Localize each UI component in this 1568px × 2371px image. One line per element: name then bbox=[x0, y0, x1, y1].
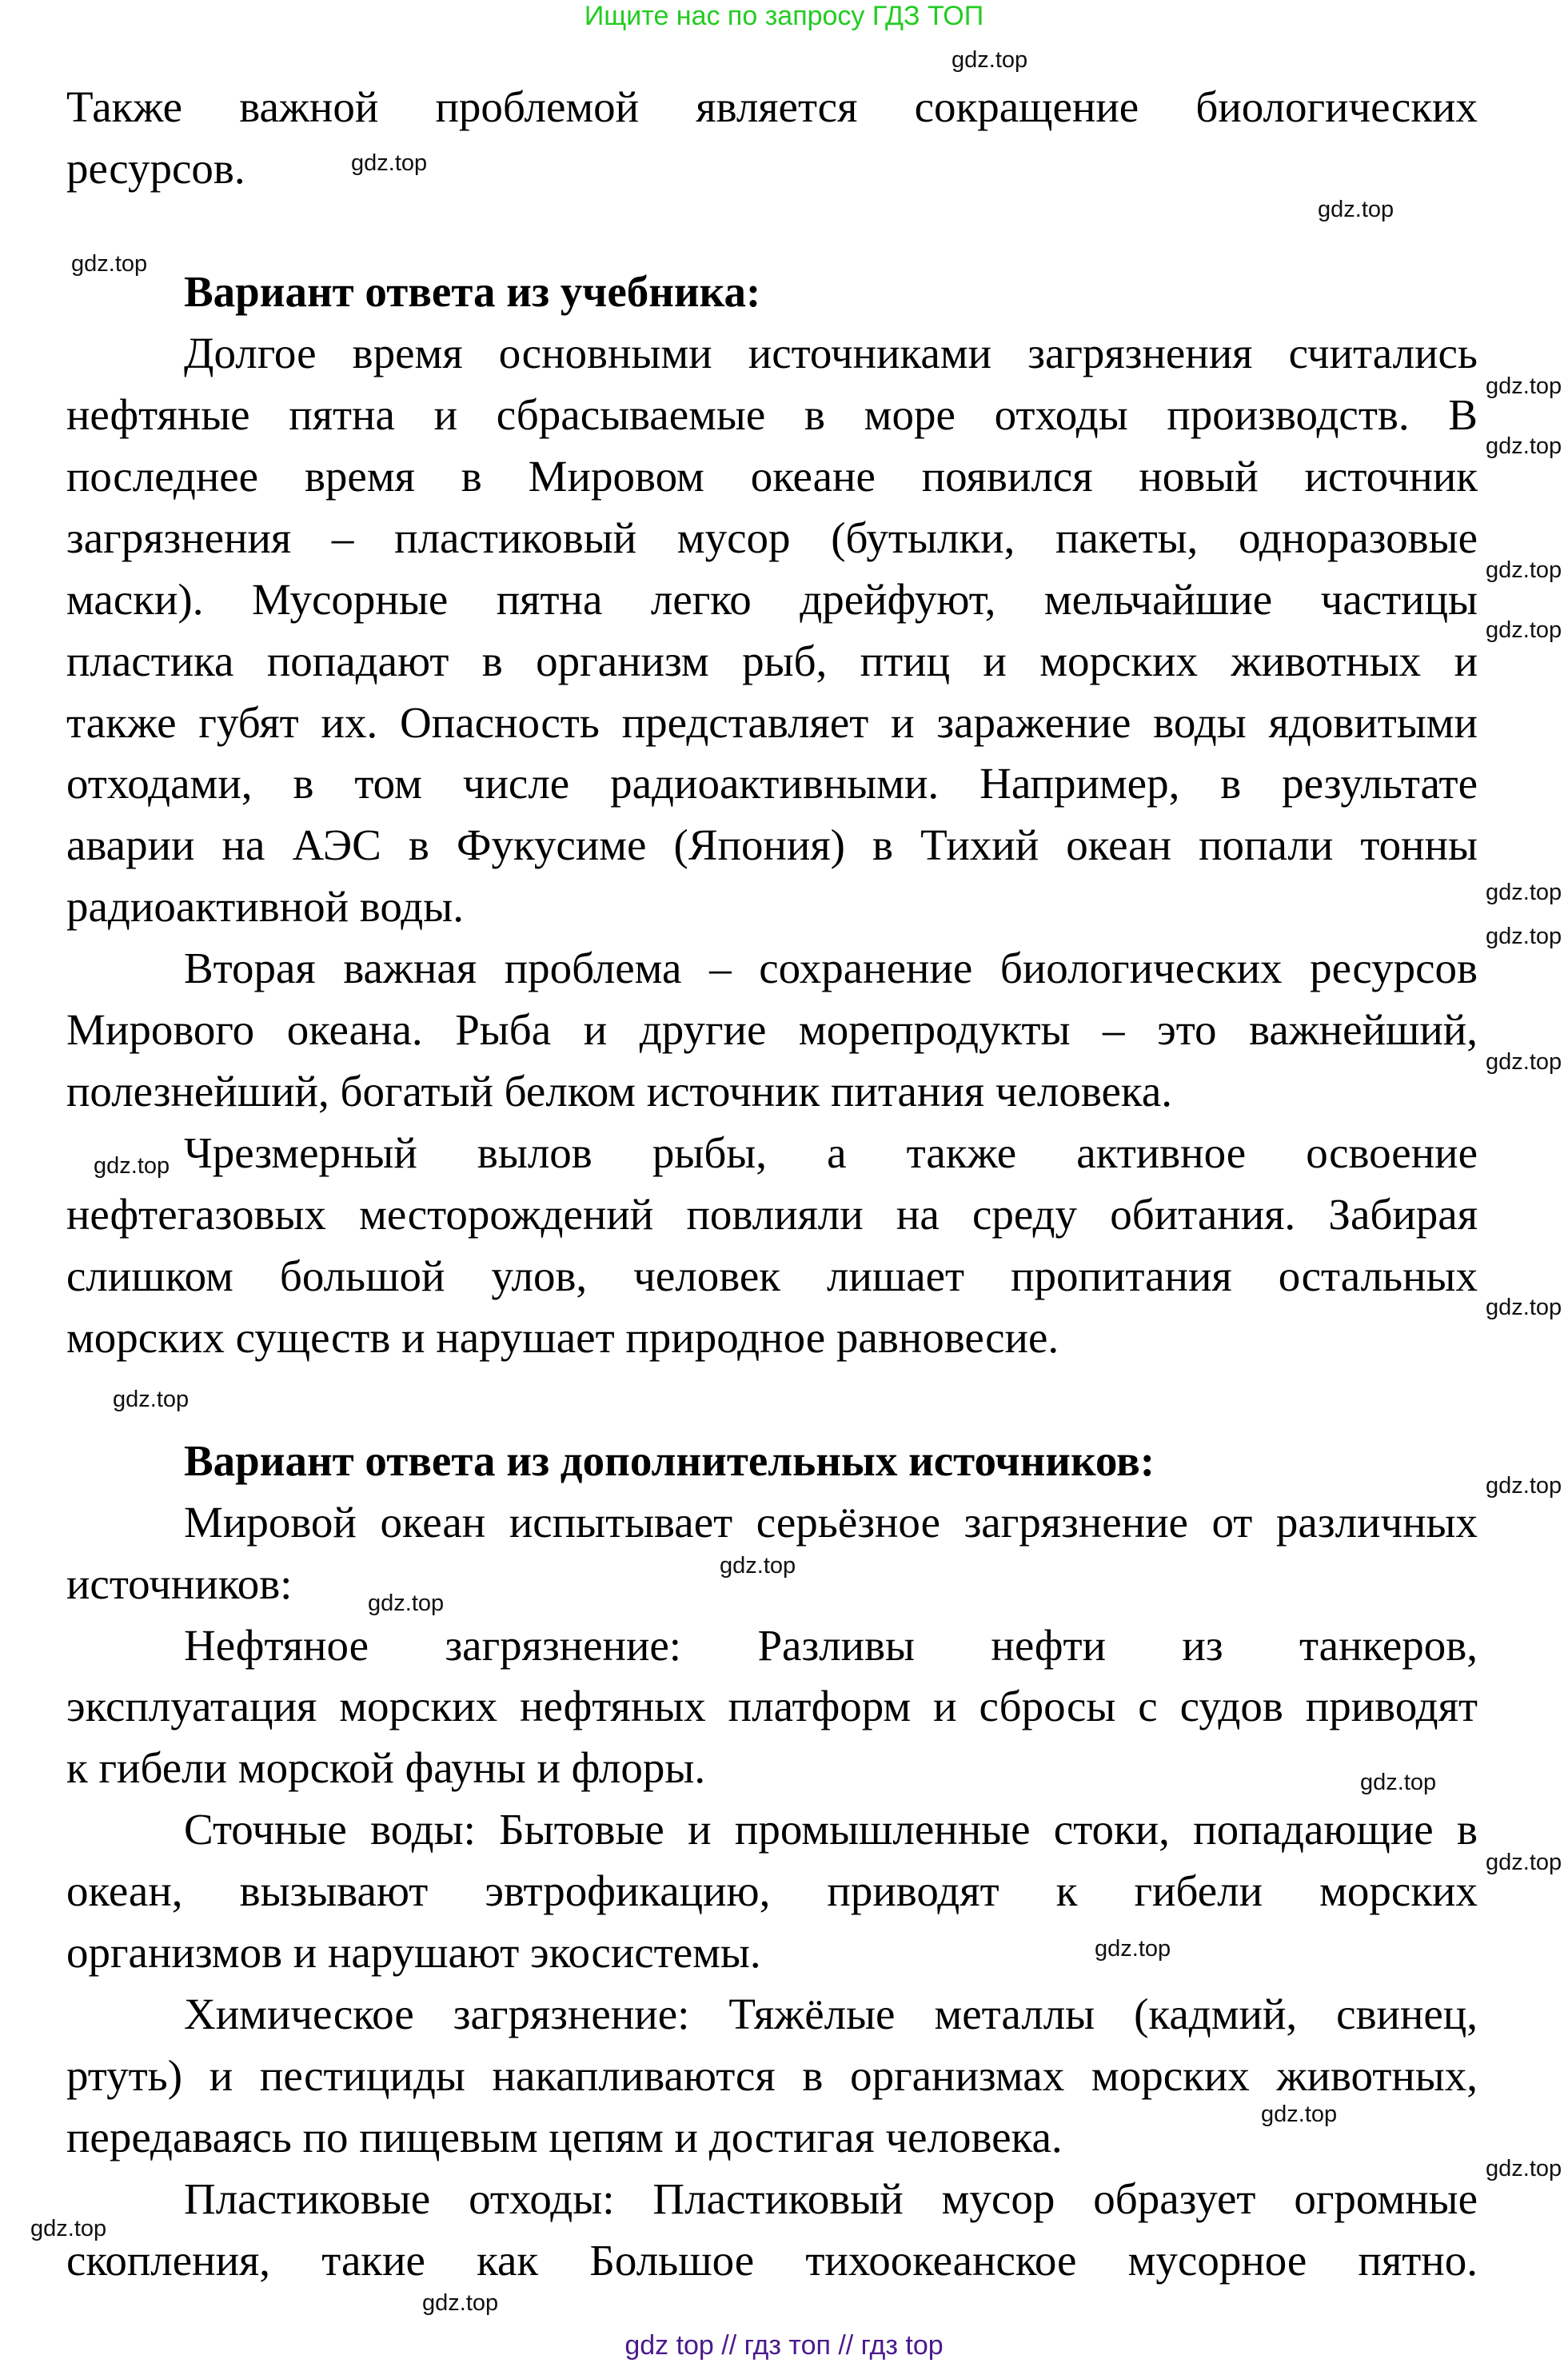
watermark: gdz.top bbox=[30, 2216, 107, 2241]
watermark: gdz.top bbox=[720, 1553, 796, 1579]
text-line: загрязнения – пластиковый мусор (бутылки, пакеты, одноразовые bbox=[66, 513, 1478, 562]
text-line: последнее время в Мировом океане появился новый источник bbox=[66, 452, 1478, 501]
watermark: gdz.top bbox=[368, 1591, 445, 1616]
section-heading-additional: Вариант ответа из дополнительных источников: bbox=[184, 1436, 1155, 1485]
text-line: океан, вызывают эвтрофикацию, приводят к гибели морских bbox=[66, 1866, 1478, 1915]
watermark: gdz.top bbox=[94, 1153, 170, 1179]
text-line: Чрезмерный вылов рыбы, а также активное освоение bbox=[184, 1128, 1478, 1177]
text-line: эксплуатация морских нефтяных платформ и сбросы с судов приводят bbox=[66, 1682, 1478, 1730]
text-line: слишком большой улов, человек лишает пропитания остальных bbox=[66, 1251, 1478, 1300]
search-banner: Ищите нас по запросу ГДЗ ТОП bbox=[584, 1, 984, 31]
text-line: также губят их. Опасность представляет и заражение воды ядовитыми bbox=[66, 698, 1478, 747]
watermark: gdz.top bbox=[1486, 1295, 1562, 1320]
watermark: gdz.top bbox=[1486, 924, 1562, 949]
text-line: передаваясь по пищевым цепям и достигая человека. bbox=[66, 2113, 1063, 2161]
text-line: источников: bbox=[66, 1559, 293, 1608]
footer-links[interactable]: gdz top // гдз топ // гдз top bbox=[624, 2330, 944, 2361]
watermark: gdz.top bbox=[1360, 1770, 1437, 1795]
text-line: Сточные воды: Бытовые и промышленные стоки, попадающие в bbox=[184, 1805, 1478, 1854]
text-line: морских существ и нарушает природное равновесие. bbox=[66, 1313, 1059, 1362]
text-line: маски). Мусорные пятна легко дрейфуют, мельчайшие частицы bbox=[66, 575, 1478, 624]
watermark: gdz.top bbox=[1486, 617, 1562, 643]
text-line: скопления, такие как Большое тихоокеанское мусорное пятно. bbox=[66, 2236, 1478, 2285]
text-line: организмов и нарушают экосистемы. bbox=[66, 1928, 761, 1977]
watermark: gdz.top bbox=[1318, 197, 1394, 222]
watermark: gdz.top bbox=[952, 47, 1028, 73]
text-line: Химическое загрязнение: Тяжёлые металлы (кадмий, свинец, bbox=[184, 1990, 1478, 2038]
text-line: Мировой океан испытывает серьёзное загрязнение от различных bbox=[184, 1498, 1478, 1547]
watermark: gdz.top bbox=[1486, 1850, 1562, 1875]
watermark: gdz.top bbox=[113, 1387, 190, 1412]
text-line: аварии на АЭС в Фукусиме (Япония) в Тихий океан попали тонны bbox=[66, 820, 1478, 869]
watermark: gdz.top bbox=[1486, 373, 1562, 399]
text-line: нефтегазовых месторождений повлияли на среду обитания. Забирая bbox=[66, 1190, 1478, 1239]
watermark: gdz.top bbox=[351, 150, 428, 176]
text-line: Также важной проблемой является сокращение биологических bbox=[66, 82, 1478, 131]
watermark: gdz.top bbox=[1261, 2102, 1338, 2127]
watermark: gdz.top bbox=[1486, 433, 1562, 459]
text-line: нефтяные пятна и сбрасываемые в море отходы производств. В bbox=[66, 390, 1478, 439]
watermark: gdz.top bbox=[1486, 557, 1562, 583]
text-line: ртуть) и пестициды накапливаются в организмах морских животных, bbox=[66, 2051, 1478, 2100]
text-line: Долгое время основными источниками загрязнения считались bbox=[184, 329, 1478, 377]
text-line: полезнейший, богатый белком источник питания человека. bbox=[66, 1067, 1172, 1116]
watermark: gdz.top bbox=[1095, 1936, 1171, 1962]
watermark: gdz.top bbox=[1486, 880, 1562, 905]
watermark: gdz.top bbox=[1486, 1473, 1562, 1499]
watermark: gdz.top bbox=[422, 2290, 499, 2316]
watermark: gdz.top bbox=[71, 251, 148, 277]
text-line: ресурсов. bbox=[66, 144, 245, 193]
text-line: к гибели морской фауны и флоры. bbox=[66, 1743, 706, 1792]
text-line: Пластиковые отходы: Пластиковый мусор образует огромные bbox=[184, 2174, 1478, 2223]
text-line: пластика попадают в организм рыб, птиц и морских животных и bbox=[66, 637, 1478, 685]
watermark: gdz.top bbox=[1486, 1049, 1562, 1075]
section-heading-textbook: Вариант ответа из учебника: bbox=[184, 267, 761, 316]
text-line: Мирового океана. Рыба и другие морепродукты – это важнейший, bbox=[66, 1005, 1478, 1054]
text-line: радиоактивной воды. bbox=[66, 882, 464, 931]
watermark: gdz.top bbox=[1486, 2156, 1562, 2181]
text-line: Вторая важная проблема – сохранение биологических ресурсов bbox=[184, 944, 1478, 992]
text-line: Нефтяное загрязнение: Разливы нефти из танкеров, bbox=[184, 1621, 1478, 1670]
text-line: отходами, в том числе радиоактивными. Например, в результате bbox=[66, 759, 1478, 808]
